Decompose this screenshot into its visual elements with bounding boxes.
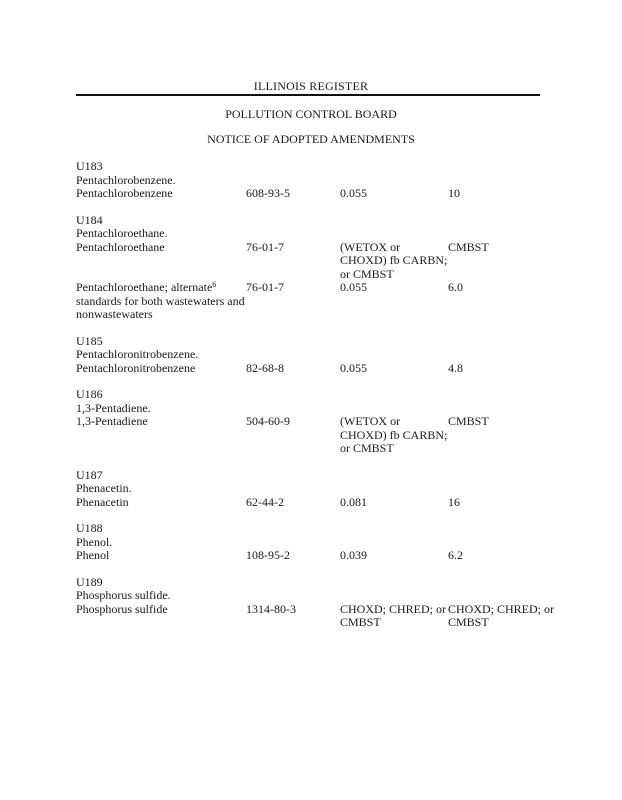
waste-title: Pentachlorobenzene. (76, 172, 176, 187)
constituent-name-main: Pentachloroethane; alternate (76, 280, 213, 294)
waste-group-u183 (76, 160, 556, 201)
constituent-name: Phenacetin (76, 494, 129, 509)
wastewater-standard: 0.039 (340, 548, 367, 562)
waste-group-u185 (76, 335, 556, 376)
waste-group-u188 (76, 522, 556, 563)
wastewater-standard: 0.055 (340, 360, 367, 375)
nonwastewater-standard: CMBST (448, 239, 489, 254)
constituent-name: Pentachloroethane (76, 239, 165, 254)
wastewater-standard: 0.055 (340, 280, 367, 294)
cas-number: 608-93-5 (246, 186, 290, 200)
notice-title: NOTICE OF ADOPTED AMENDMENTS (207, 132, 415, 146)
cas-number: 76-01-7 (246, 239, 284, 254)
waste-group-u187 (76, 469, 556, 510)
table-row (76, 415, 556, 456)
wastewater-standard: CHOXD; CHRED; or CMBST (340, 601, 447, 629)
waste-title: Pentachloroethane. (76, 226, 168, 240)
table-row (76, 187, 556, 201)
table-row (76, 603, 556, 630)
cas-number: 62-44-2 (246, 494, 284, 509)
waste-code: U189 (76, 574, 103, 589)
waste-code: U186 (76, 387, 103, 401)
waste-code: U185 (76, 333, 103, 348)
nonwastewater-standard: 6.0 (448, 280, 463, 294)
header-divider (76, 94, 540, 96)
constituent-name-cont: standards for both wastewaters and nonwastewaters (76, 293, 245, 321)
nonwastewater-standard: 4.8 (448, 360, 463, 375)
waste-code: U188 (76, 521, 103, 535)
constituent-name: Pentachlorobenzene (76, 186, 173, 200)
nonwastewater-standard: 10 (448, 186, 460, 200)
cas-number: 504-60-9 (246, 414, 290, 428)
wastewater-standard: (WETOX or CHOXD) fb CARBN; or CMBST (340, 414, 448, 455)
cas-number: 1314-80-3 (246, 601, 296, 616)
cas-number: 82-68-8 (246, 360, 284, 375)
wastewater-standard: (WETOX or CHOXD) fb CARBN; or CMBST (340, 239, 448, 281)
cas-number: 108-95-2 (246, 548, 290, 562)
constituent-name: Pentachloronitrobenzene (76, 360, 196, 375)
constituent-name: Phenol (76, 548, 110, 562)
waste-code: U184 (76, 212, 103, 227)
waste-group-u189 (76, 576, 556, 630)
waste-code: U187 (76, 467, 103, 482)
waste-title: Phenol. (76, 534, 113, 549)
register-title: ILLINOIS REGISTER (253, 79, 369, 93)
waste-group-u186 (76, 388, 556, 456)
cas-number: 76-01-7 (246, 280, 284, 294)
nonwastewater-standard: 6.2 (448, 548, 463, 562)
constituent-name (76, 281, 246, 322)
constituent-name: Phosphorus sulfide (76, 601, 168, 616)
waste-group-u184 (76, 214, 556, 322)
table-row (76, 549, 556, 563)
waste-code: U183 (76, 159, 103, 173)
waste-title: Phosphorus sulfide. (76, 588, 171, 602)
table-row (76, 281, 556, 322)
wastewater-standard: 0.081 (340, 494, 367, 509)
constituent-name: 1,3-Pentadiene (76, 414, 148, 428)
waste-title: 1,3-Pentadiene. (76, 400, 151, 415)
footnote-marker: 6 (212, 280, 217, 289)
nonwastewater-standard: 16 (448, 494, 460, 509)
table-row (76, 241, 556, 282)
nonwastewater-standard: CMBST (448, 414, 489, 428)
wastewater-standard: 0.055 (340, 186, 367, 200)
table-row (76, 362, 556, 376)
table-row (76, 496, 556, 510)
waste-list (76, 160, 556, 643)
waste-title: Phenacetin. (76, 481, 132, 495)
waste-title: Pentachloronitrobenzene. (76, 347, 199, 361)
board-title: POLLUTION CONTROL BOARD (225, 107, 397, 121)
nonwastewater-standard: CHOXD; CHRED; or CMBST (448, 601, 555, 629)
